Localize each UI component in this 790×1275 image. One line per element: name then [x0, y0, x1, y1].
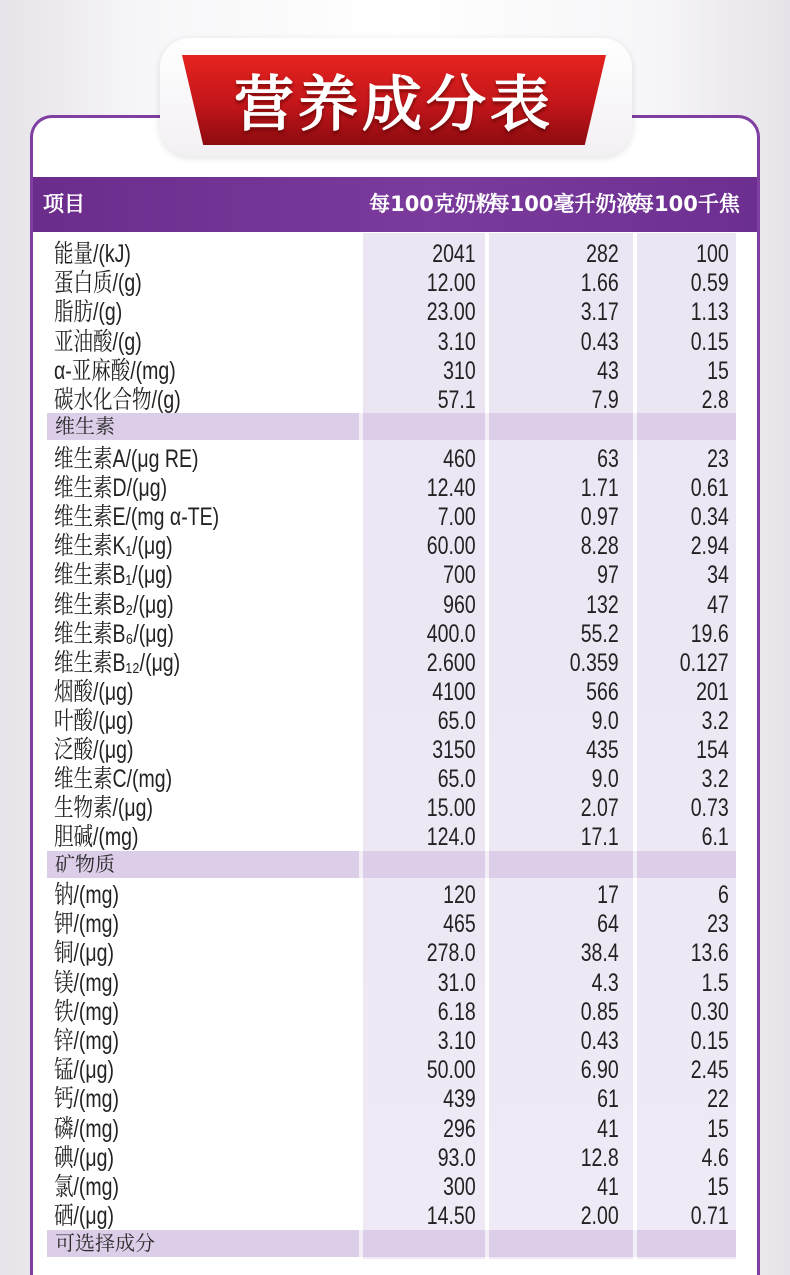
- value-per-100g: 50.00: [427, 1056, 476, 1085]
- value-per-100ml: 9.0: [591, 765, 619, 794]
- value-per-100kj: 201: [696, 677, 729, 706]
- value-per-100g: 278.0: [427, 939, 476, 968]
- value-per-100ml: 0.359: [570, 648, 619, 677]
- nutrient-name: 碳水化合物/(g): [54, 386, 181, 414]
- section-label-optional: 可选择成分: [55, 1231, 155, 1255]
- value-per-100g: 3.10: [438, 1027, 476, 1055]
- section-label-minerals: 矿物质: [55, 852, 115, 876]
- table-row: [0, 386, 790, 415]
- value-per-100g: 439: [443, 1085, 476, 1114]
- value-per-100g: 310: [443, 356, 476, 385]
- value-per-100ml: 3.17: [581, 298, 619, 327]
- value-per-100kj: 0.59: [691, 269, 729, 298]
- value-per-100kj: 15: [707, 356, 729, 385]
- value-per-100kj: 6: [718, 881, 729, 909]
- value-per-100kj: 0.73: [691, 794, 729, 823]
- table-row: [0, 969, 790, 998]
- value-per-100kj: 100: [696, 240, 729, 268]
- value-per-100kj: 0.15: [691, 1027, 729, 1055]
- value-per-100kj: 2.8: [701, 386, 729, 414]
- value-per-100g: 120: [443, 881, 476, 909]
- value-per-100g: 124.0: [427, 823, 476, 852]
- value-per-100ml: 132: [586, 590, 619, 619]
- value-per-100ml: 43: [597, 356, 619, 385]
- nutrient-name: 维生素B₂/(μg): [54, 590, 174, 619]
- value-per-100kj: 15: [707, 1173, 729, 1201]
- table-row: [0, 1027, 790, 1056]
- nutrient-name: 生物素/(μg): [54, 794, 153, 823]
- value-per-100g: 2041: [432, 240, 476, 268]
- value-per-100ml: 4.3: [591, 968, 619, 997]
- value-per-100ml: 1.71: [581, 474, 619, 503]
- nutrient-name: 维生素C/(mg): [54, 765, 173, 794]
- value-per-100ml: 435: [586, 736, 619, 764]
- table-row: [0, 736, 790, 765]
- value-per-100kj: 3.2: [701, 706, 729, 735]
- value-per-100kj: 0.71: [691, 1202, 729, 1231]
- nutrient-name: 维生素A/(μg RE): [54, 445, 199, 473]
- value-per-100ml: 566: [586, 677, 619, 706]
- value-per-100kj: 34: [707, 561, 729, 590]
- table-row: [0, 707, 790, 736]
- section-vitamins: [47, 413, 736, 440]
- nutrient-name: 铜/(μg): [54, 939, 114, 968]
- table-row: [0, 620, 790, 649]
- value-per-100g: 700: [443, 561, 476, 590]
- header-per-100ml-liquid: 每100毫升奶液: [488, 192, 638, 216]
- nutrient-name: 铁/(mg): [54, 997, 119, 1026]
- table-row: [0, 503, 790, 532]
- value-per-100g: 465: [443, 910, 476, 939]
- value-per-100kj: 13.6: [691, 939, 729, 968]
- value-per-100ml: 17: [597, 881, 619, 909]
- nutrient-name: 脂肪/(g): [54, 298, 123, 327]
- header-item: 项目: [43, 192, 85, 216]
- value-per-100ml: 12.8: [581, 1143, 619, 1172]
- value-per-100kj: 47: [707, 590, 729, 619]
- nutrient-name: 锰/(μg): [54, 1056, 114, 1085]
- value-per-100kj: 4.6: [701, 1143, 729, 1172]
- value-per-100kj: 23: [707, 910, 729, 939]
- nutrient-name: 钠/(mg): [54, 881, 119, 909]
- table-row: [0, 591, 790, 620]
- value-per-100ml: 38.4: [581, 939, 619, 968]
- nutrient-name: 叶酸/(μg): [54, 706, 134, 735]
- table-row: [0, 939, 790, 968]
- header-per-100kj: 每100千焦: [633, 192, 740, 216]
- nutrient-name: 维生素K₁/(μg): [54, 532, 173, 561]
- value-per-100kj: 2.94: [691, 532, 729, 561]
- nutrient-name: 维生素B₆/(μg): [54, 619, 174, 648]
- value-per-100g: 60.00: [427, 532, 476, 561]
- table-row: [0, 881, 790, 910]
- value-per-100kj: 0.30: [691, 997, 729, 1026]
- value-per-100kj: 15: [707, 1114, 729, 1143]
- table-row: [0, 240, 790, 269]
- value-per-100ml: 41: [597, 1173, 619, 1201]
- nutrient-name: 烟酸/(μg): [54, 677, 134, 706]
- section-optional: [47, 1230, 736, 1257]
- value-per-100kj: 22: [707, 1085, 729, 1114]
- nutrient-name: 钙/(mg): [54, 1085, 119, 1114]
- nutrient-name: α-亚麻酸/(mg): [54, 356, 176, 385]
- value-per-100g: 300: [443, 1173, 476, 1201]
- value-per-100ml: 9.0: [591, 706, 619, 735]
- page-title: 营养成分表: [234, 70, 554, 140]
- value-per-100g: 3.10: [438, 327, 476, 356]
- nutrient-name: 蛋白质/(g): [54, 269, 142, 298]
- nutrient-name: 锌/(mg): [54, 1027, 119, 1055]
- value-per-100g: 65.0: [438, 765, 476, 794]
- nutrient-name: 胆碱/(mg): [54, 823, 139, 852]
- table-row: [0, 532, 790, 561]
- value-per-100g: 12.00: [427, 269, 476, 298]
- nutrient-name: 碘/(μg): [54, 1143, 114, 1172]
- value-per-100g: 15.00: [427, 794, 476, 823]
- value-per-100kj: 1.5: [701, 968, 729, 997]
- nutrient-name: 维生素D/(μg): [54, 474, 168, 503]
- value-per-100ml: 17.1: [581, 823, 619, 852]
- table-row: [0, 910, 790, 939]
- nutrient-name: 维生素B₁/(μg): [54, 561, 173, 590]
- nutrient-name: 镁/(mg): [54, 968, 119, 997]
- value-per-100kj: 3.2: [701, 765, 729, 794]
- value-per-100g: 14.50: [427, 1202, 476, 1231]
- value-per-100g: 31.0: [438, 968, 476, 997]
- nutrient-name: 能量/(kJ): [54, 240, 131, 268]
- table-row: [0, 1202, 790, 1231]
- nutrient-name: 维生素E/(mg α-TE): [54, 503, 220, 532]
- table-row: [0, 561, 790, 590]
- value-per-100ml: 0.43: [581, 1027, 619, 1055]
- nutrient-name: 硒/(μg): [54, 1202, 114, 1231]
- table-row: [0, 445, 790, 474]
- table-row: [0, 357, 790, 386]
- value-per-100ml: 97: [597, 561, 619, 590]
- section-minerals: [47, 851, 736, 878]
- table-row: [0, 1085, 790, 1114]
- value-per-100ml: 2.07: [581, 794, 619, 823]
- value-per-100g: 4100: [432, 677, 476, 706]
- table-row: [0, 678, 790, 707]
- value-per-100ml: 1.66: [581, 269, 619, 298]
- table-row: [0, 823, 790, 852]
- value-per-100kj: 6.1: [701, 823, 729, 852]
- table-row: [0, 474, 790, 503]
- nutrient-name: 亚油酸/(g): [54, 327, 142, 356]
- value-per-100ml: 55.2: [581, 619, 619, 648]
- value-per-100g: 400.0: [427, 619, 476, 648]
- value-per-100g: 2.600: [427, 648, 476, 677]
- table-row: [0, 1144, 790, 1173]
- value-per-100kj: 19.6: [691, 619, 729, 648]
- table-row: [0, 328, 790, 357]
- nutrient-name: 维生素B₁₂/(μg): [54, 648, 181, 677]
- table-row: [0, 298, 790, 327]
- value-per-100g: 296: [443, 1114, 476, 1143]
- table-row: [0, 649, 790, 678]
- value-per-100g: 7.00: [438, 503, 476, 532]
- value-per-100ml: 61: [597, 1085, 619, 1114]
- table-row: [0, 1173, 790, 1202]
- value-per-100ml: 41: [597, 1114, 619, 1143]
- table-row: [0, 1056, 790, 1085]
- value-per-100g: 6.18: [438, 997, 476, 1026]
- table-header: [33, 177, 757, 232]
- table-row: [0, 998, 790, 1027]
- value-per-100g: 3150: [432, 736, 476, 764]
- nutrient-name: 泛酸/(μg): [54, 736, 134, 764]
- table-row: [0, 1115, 790, 1144]
- value-per-100kj: 154: [696, 736, 729, 764]
- value-per-100kj: 0.34: [691, 503, 729, 532]
- value-per-100ml: 8.28: [581, 532, 619, 561]
- value-per-100ml: 0.85: [581, 997, 619, 1026]
- value-per-100ml: 64: [597, 910, 619, 939]
- value-per-100ml: 2.00: [581, 1202, 619, 1231]
- value-per-100g: 460: [443, 445, 476, 473]
- table-row: [0, 269, 790, 298]
- value-per-100kj: 23: [707, 445, 729, 473]
- table-row: [0, 765, 790, 794]
- nutrient-name: 氯/(mg): [54, 1173, 119, 1201]
- value-per-100ml: 63: [597, 445, 619, 473]
- value-per-100ml: 6.90: [581, 1056, 619, 1085]
- value-per-100ml: 282: [586, 240, 619, 268]
- table-row: [0, 794, 790, 823]
- header-per-100g-powder: 每100克奶粉: [369, 192, 497, 216]
- nutrient-name: 磷/(mg): [54, 1114, 119, 1143]
- value-per-100kj: 0.127: [680, 648, 729, 677]
- value-per-100g: 23.00: [427, 298, 476, 327]
- section-label-vitamins: 维生素: [55, 414, 115, 438]
- value-per-100ml: 7.9: [591, 386, 619, 414]
- value-per-100kj: 0.61: [691, 474, 729, 503]
- value-per-100g: 65.0: [438, 706, 476, 735]
- value-per-100g: 960: [443, 590, 476, 619]
- value-per-100ml: 0.97: [581, 503, 619, 532]
- value-per-100kj: 1.13: [691, 298, 729, 327]
- value-per-100g: 93.0: [438, 1143, 476, 1172]
- value-per-100g: 57.1: [438, 386, 476, 414]
- nutrient-name: 钾/(mg): [54, 910, 119, 939]
- value-per-100kj: 2.45: [691, 1056, 729, 1085]
- value-per-100kj: 0.15: [691, 327, 729, 356]
- value-per-100ml: 0.43: [581, 327, 619, 356]
- value-per-100g: 12.40: [427, 474, 476, 503]
